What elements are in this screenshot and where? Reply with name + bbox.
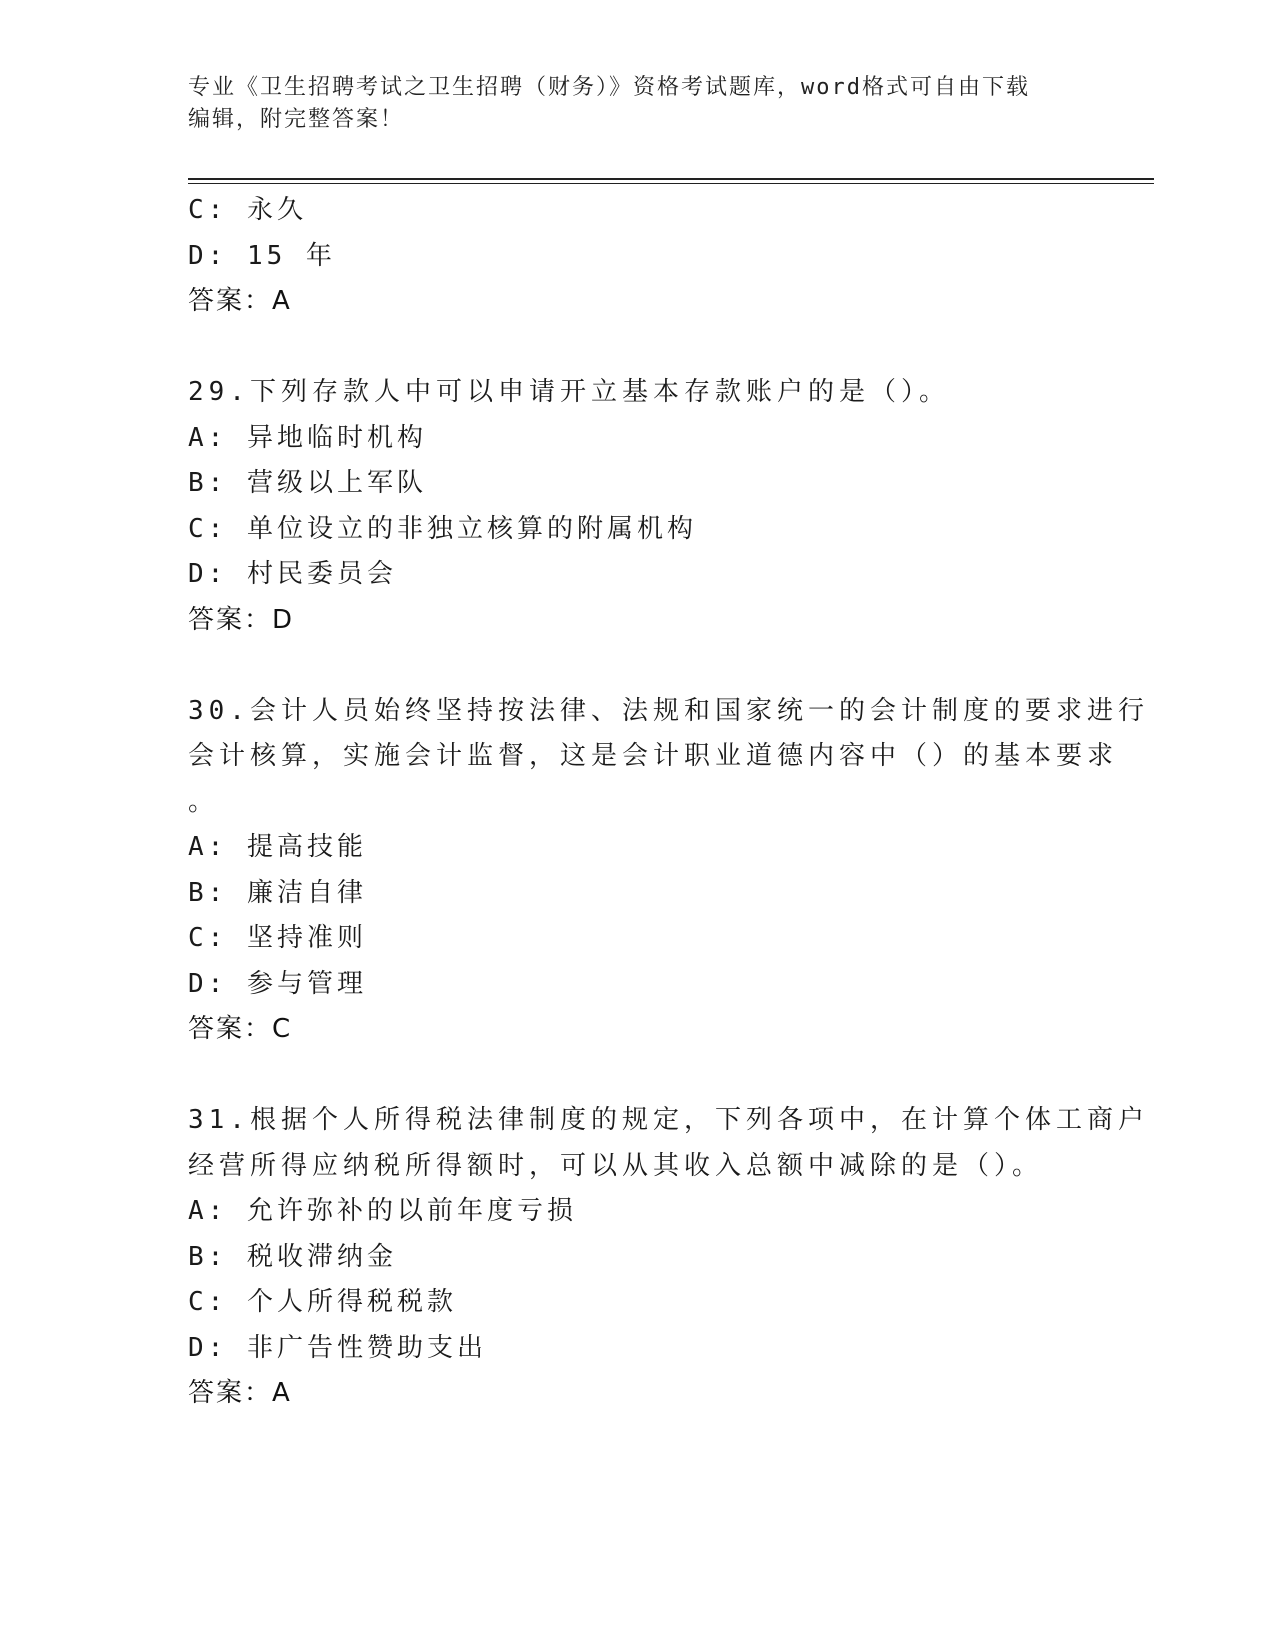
question-stem: 31.根据个人所得税法律制度的规定，下列各项中，在计算个体工商户 — [188, 1105, 1149, 1135]
question-29 — [188, 370, 1088, 643]
option-c: C: 永久 — [188, 195, 307, 225]
question-content — [188, 188, 1149, 1417]
spacer — [188, 643, 1088, 689]
question-30 — [188, 689, 1149, 1053]
option-d: D: 非广告性赞助支出 — [188, 1332, 487, 1363]
answer-line: 答案：D — [188, 604, 295, 635]
answer-line: 答案：A — [188, 286, 292, 316]
option-d: D: 村民委员会 — [188, 559, 397, 589]
answer-line: 答案：C — [188, 1014, 293, 1044]
answer-line: 答案：A — [188, 1378, 292, 1408]
question-31 — [188, 1098, 1149, 1417]
header-line-1: 专业《卫生招聘考试之卫生招聘（财务）》资格考试题库，word格式可自由下载 — [188, 75, 1030, 100]
question-stem-continued: 经营所得应纳税所得额时，可以从其收入总额中减除的是（）。 — [188, 1150, 1044, 1181]
option-d: D: 参与管理 — [188, 968, 367, 999]
question-stem: 30.会计人员始终坚持按法律、法规和国家统一的会计制度的要求进行 — [188, 695, 1149, 726]
option-c: C: 单位设立的非独立核算的附属机构 — [188, 513, 697, 544]
option-b: B: 营级以上军队 — [188, 468, 427, 498]
option-d: D: 15 年 — [188, 240, 336, 271]
question-stem: 29.下列存款人中可以申请开立基本存款账户的是（）。 — [188, 377, 950, 407]
previous-question-tail — [188, 188, 1088, 325]
option-b: B: 廉洁自律 — [188, 877, 367, 908]
spacer — [188, 325, 1088, 371]
spacer — [188, 1053, 1088, 1099]
question-stem-continued: 。 — [188, 786, 220, 817]
option-c: C: 坚持准则 — [188, 923, 367, 953]
option-c: C: 个人所得税税款 — [188, 1287, 457, 1317]
document-header — [188, 72, 1068, 136]
option-a: A: 允许弥补的以前年度亏损 — [188, 1196, 577, 1226]
option-a: A: 提高技能 — [188, 832, 367, 862]
header-divider-thin — [188, 183, 1154, 184]
question-stem-continued: 会计核算，实施会计监督，这是会计职业道德内容中（）的基本要求 — [188, 741, 1119, 771]
header-divider-thick — [188, 178, 1154, 180]
header-line-2: 编辑，附完整答案！ — [188, 107, 405, 132]
option-b: B: 税收滞纳金 — [188, 1241, 397, 1272]
option-a: A: 异地临时机构 — [188, 422, 427, 453]
